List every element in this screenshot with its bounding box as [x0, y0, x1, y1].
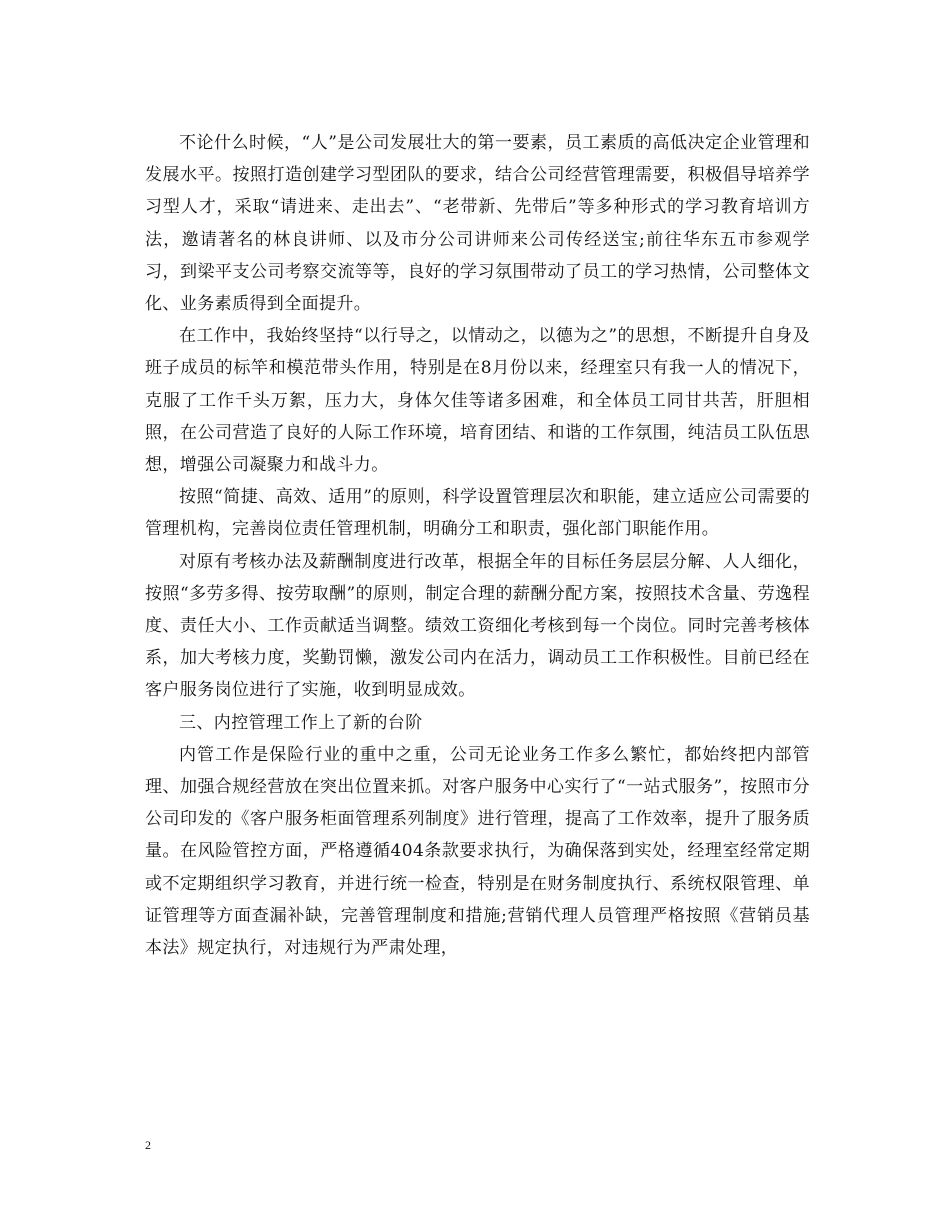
paragraph-leadership: 在工作中，我始终坚持“以行导之，以情动之，以德为之”的思想，不断提升自身及班子成员的标竿和模范带头作用，特别是在8月份以来，经理室只有我一人的情况下，克服了工作千头万絮，压力大，身体欠佳等诸多困难，和全体员工同甘共苦，肝胆相照，在公司营造了良好的人际工作环境，培育团结、和谐的工作氛围，纯洁员工队伍思想，增强公司凝聚力和战斗力。: [145, 326, 810, 476]
paragraph-compensation-reform: 对原有考核办法及薪酬制度进行改革，根据全年的目标任务层层分解、人人细化，按照“多劳多得、按劳取酬”的原则，制定合理的薪酬分配方案，按照技术含量、劳逸程度、责任大小、工作贡献适当调整。绩效工资细化考核到每一个岗位。同时完善考核体系，加大考核力度，奖勤罚懒，激发公司内在活力，调动员工工作积极性。目前已经在客户服务岗位进行了实施，收到明显成效。: [145, 551, 810, 701]
paragraph-management-structure: 按照“简捷、高效、适用”的原则，科学设置管理层次和职能，建立适应公司需要的管理机构，完善岗位责任管理机制，明确分工和职责，强化部门职能作用。: [145, 487, 810, 540]
page-number: 2: [145, 1138, 151, 1152]
section-heading-internal-control: 三、内控管理工作上了新的台阶: [179, 712, 423, 733]
paragraph-talent-training: 不论什么时候，“人”是公司发展壮大的第一要素，员工素质的高低决定企业管理和发展水平。按照打造创建学习型团队的要求，结合公司经营管理需要，积极倡导培养学习型人才，采取“请进来、走出去”、“老带新、先带后”等多种形式的学习教育培训方法，邀请著名的林良讲师、以及市分公司讲师来公司传经送宝;前往华东五市参观学习，到梁平支公司考察交流等等，良好的学习氛围带动了员工的学习热情，公司整体文化、业务素质得到全面提升。: [145, 133, 810, 315]
document-body: [145, 127, 810, 964]
paragraph-internal-control: 内管工作是保险行业的重中之重，公司无论业务工作多么繁忙，都始终把内部管理、加强合规经营放在突出位置来抓。对客户服务中心实行了“一站式服务”，按照市分公司印发的《客户服务柜面管理系列制度》进行管理，提高了工作效率，提升了服务质量。在风险管控方面，严格遵循404条款要求执行，为确保落到实处，经理室经常定期或不定期组织学习教育，并进行统一检查，特别是在财务制度执行、系统权限管理、单证管理等方面查漏补缺，完善管理制度和措施;营销代理人员管理严格按照《营销员基本法》规定执行，对违规行为严肃处理，: [145, 744, 810, 959]
